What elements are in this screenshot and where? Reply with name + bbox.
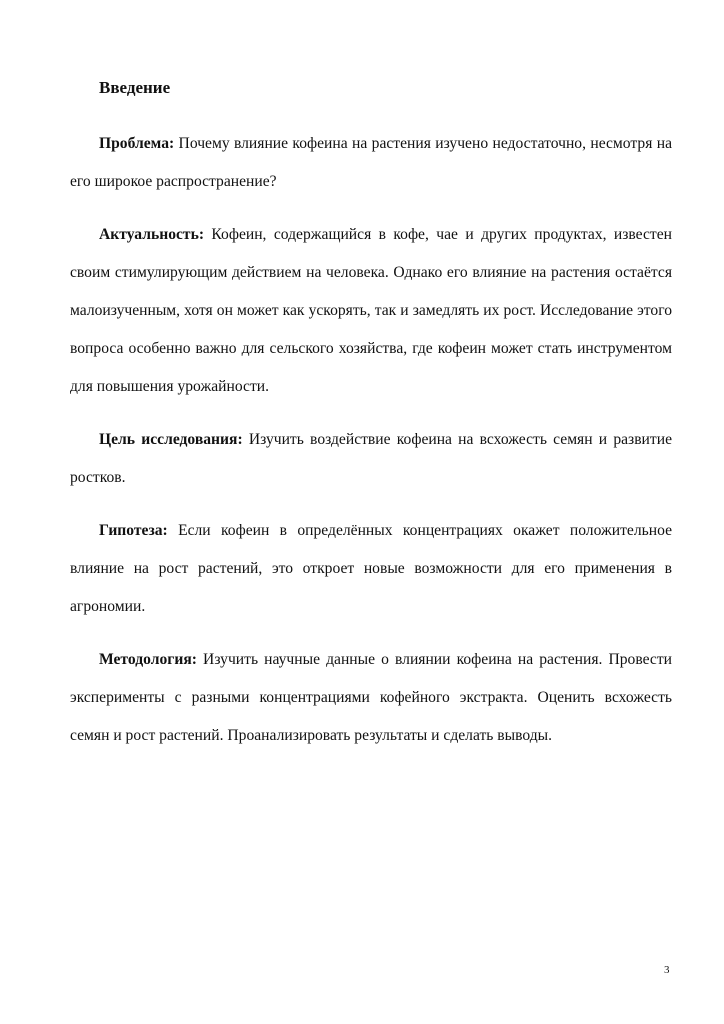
paragraph-relevance (70, 216, 672, 406)
paragraph-label: Гипотеза: (99, 522, 168, 539)
paragraph-problem (70, 125, 672, 201)
paragraph-text: Изучить научные данные о влиянии кофеина на растения. Провести эксперименты с разными концентрациями кофейного экстракта. Оценить всхожесть семян и рост растений. Проанализировать результаты и сделать выводы. (70, 651, 672, 744)
paragraph-text: Почему влияние кофеина на растения изучено недостаточно, несмотря на его широкое распространение? (70, 135, 672, 190)
paragraph-text: Кофеин, содержащийся в кофе, чае и других продуктах, известен своим стимулирующим действием на человека. Однако его влияние на растения остаётся малоизученным, хотя он может как ускорять, так и замедлять их рост. Исследование этого вопроса особенно важно для сельского хозяйства, где кофеин может стать инструментом для повышения урожайности. (70, 226, 672, 395)
paragraph-text: Изучить воздействие кофеина на всхожесть семян и развитие ростков. (70, 431, 672, 486)
paragraph-label: Методология: (99, 651, 197, 668)
paragraph-label: Цель исследования: (99, 431, 243, 448)
paragraph-label: Актуальность: (99, 226, 205, 243)
section-heading: Введение (99, 78, 171, 97)
paragraph-methodology (70, 641, 672, 755)
page-number: 3 (664, 964, 670, 976)
document-body (70, 125, 672, 770)
paragraph-label: Проблема: (99, 135, 175, 152)
paragraph-hypothesis (70, 512, 672, 626)
paragraph-goal (70, 421, 672, 497)
paragraph-text: Если кофеин в определённых концентрациях окажет положительное влияние на рост растений, это откроет новые возможности для его применения в агрономии. (70, 522, 672, 615)
